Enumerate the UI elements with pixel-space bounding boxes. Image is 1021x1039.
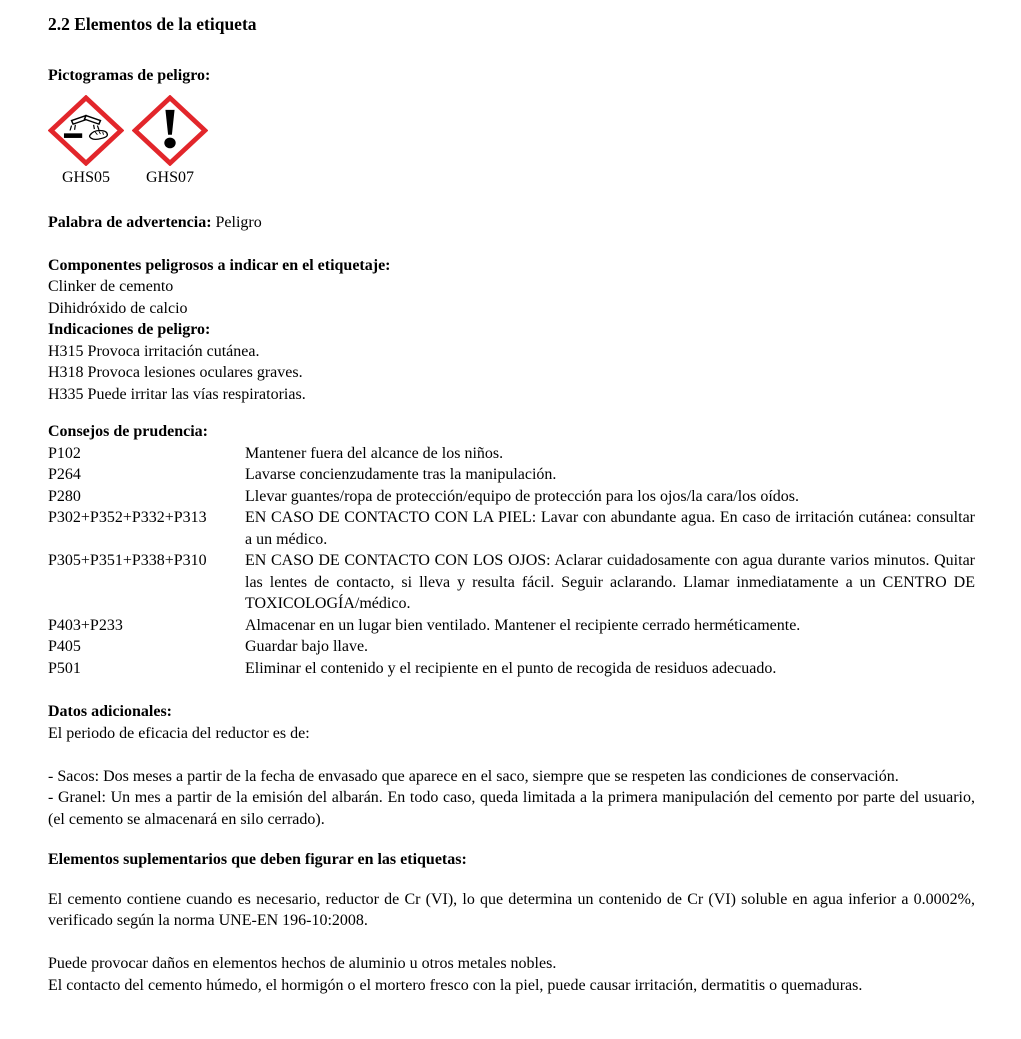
hazard-components-heading: Componentes peligrosos a indicar en el etiquetaje: [48,256,391,274]
p-text: Lavarse concienzudamente tras la manipulación. [245,466,557,483]
additional-data-intro: El periodo de eficacia del reductor es de: [48,724,310,742]
p-text: Almacenar en un lugar bien ventilado. Mantener el recipiente cerrado herméticamente. [245,616,801,634]
additional-data-paragraph-sacos: - Sacos: Dos meses a partir de la fecha de envasado que aparece en el saco, siempre que se respeten las condiciones de conservación. [48,767,899,785]
supplementary-heading: Elementos suplementarios que deben figurar en las etiquetas: [48,851,467,868]
hazard-component: Clinker de cemento [48,278,174,295]
pictogram-ghs07 [132,95,208,189]
p-text: EN CASO DE CONTACTO CON LA PIEL: Lavar con abundante agua. En caso de irritación cutánea: consultar a un médico. [245,509,975,548]
p-text: EN CASO DE CONTACTO CON LOS OJOS: Aclarar cuidadosamente con agua durante varios minutos. Quitar las lentes de contacto, si lleva y resulta fácil. Seguir aclarando. Llamar inmediatamente a un CENTRO DE TOXICOLOGÍA/médico. [245,552,975,612]
signal-word-value: Peligro [215,214,262,231]
signal-word-label: Palabra de advertencia: [48,214,212,231]
additional-data-paragraph-granel: - Granel: Un mes a partir de la emisión del albarán. En todo caso, queda limitada a la primera manipulación del cemento por parte del usuario, (el cemento se almacenará en silo cerrado). [48,789,975,828]
precautionary-heading: Consejos de prudencia: [48,423,209,440]
p-code: P405 [48,638,81,655]
p-code: P302+P352+P332+P313 [48,509,207,526]
p-code: P102 [48,444,81,462]
p-code: P264 [48,466,81,483]
pictograms-row [48,95,975,189]
p-text: Mantener fuera del alcance de los niños. [245,444,504,462]
corroded-surface [64,133,82,138]
hazard-statement: H335 Puede irritar las vías respiratorias. [48,385,306,403]
hazard-statements-heading: Indicaciones de peligro: [48,321,211,338]
supplementary-paragraph: Puede provocar daños en elementos hechos de aluminio u otros metales nobles. [48,955,557,972]
hazard-component: Dihidróxido de calcio [48,299,188,317]
p-code: P280 [48,487,81,505]
section-title: 2.2 Elementos de la etiqueta [48,14,257,34]
hazard-statement: H318 Provoca lesiones oculares graves. [48,364,303,381]
pictogram-ghs05-label: GHS05 [61,168,110,186]
signal-word-line [48,212,975,234]
p-code: P305+P351+P338+P310 [48,552,207,569]
pictograms-heading: Pictogramas de peligro: [48,67,211,84]
corrosion-pictogram-icon [48,95,124,166]
pictogram-ghs05 [48,95,124,189]
diamond-border [51,97,121,162]
supplementary-paragraph: El contacto del cemento húmedo, el hormigón o el mortero fresco con la piel, puede causar irritación, dermatitis o quemaduras. [48,976,863,994]
additional-data-heading: Datos adicionales: [48,703,172,720]
precautionary-table [48,443,975,680]
p-text: Llevar guantes/ropa de protección/equipo de protección para los ojos/la cara/los oídos. [245,487,800,505]
p-text: Eliminar el contenido y el recipiente en el punto de recogida de residuos adecuado. [245,659,777,677]
p-text: Guardar bajo llave. [245,638,369,655]
exclamation-pictogram-icon [132,95,208,166]
p-code: P501 [48,659,81,677]
p-code: P403+P233 [48,616,123,634]
supplementary-paragraph: El cemento contiene cuando es necesario, reductor de Cr (VI), lo que determina un contenido de Cr (VI) soluble en agua inferior a 0.0002%, verificado según la norma UNE-EN 196-10:2008. [48,890,975,929]
pictogram-ghs07-label: GHS07 [145,168,194,186]
hazard-statement: H315 Provoca irritación cutánea. [48,342,260,360]
